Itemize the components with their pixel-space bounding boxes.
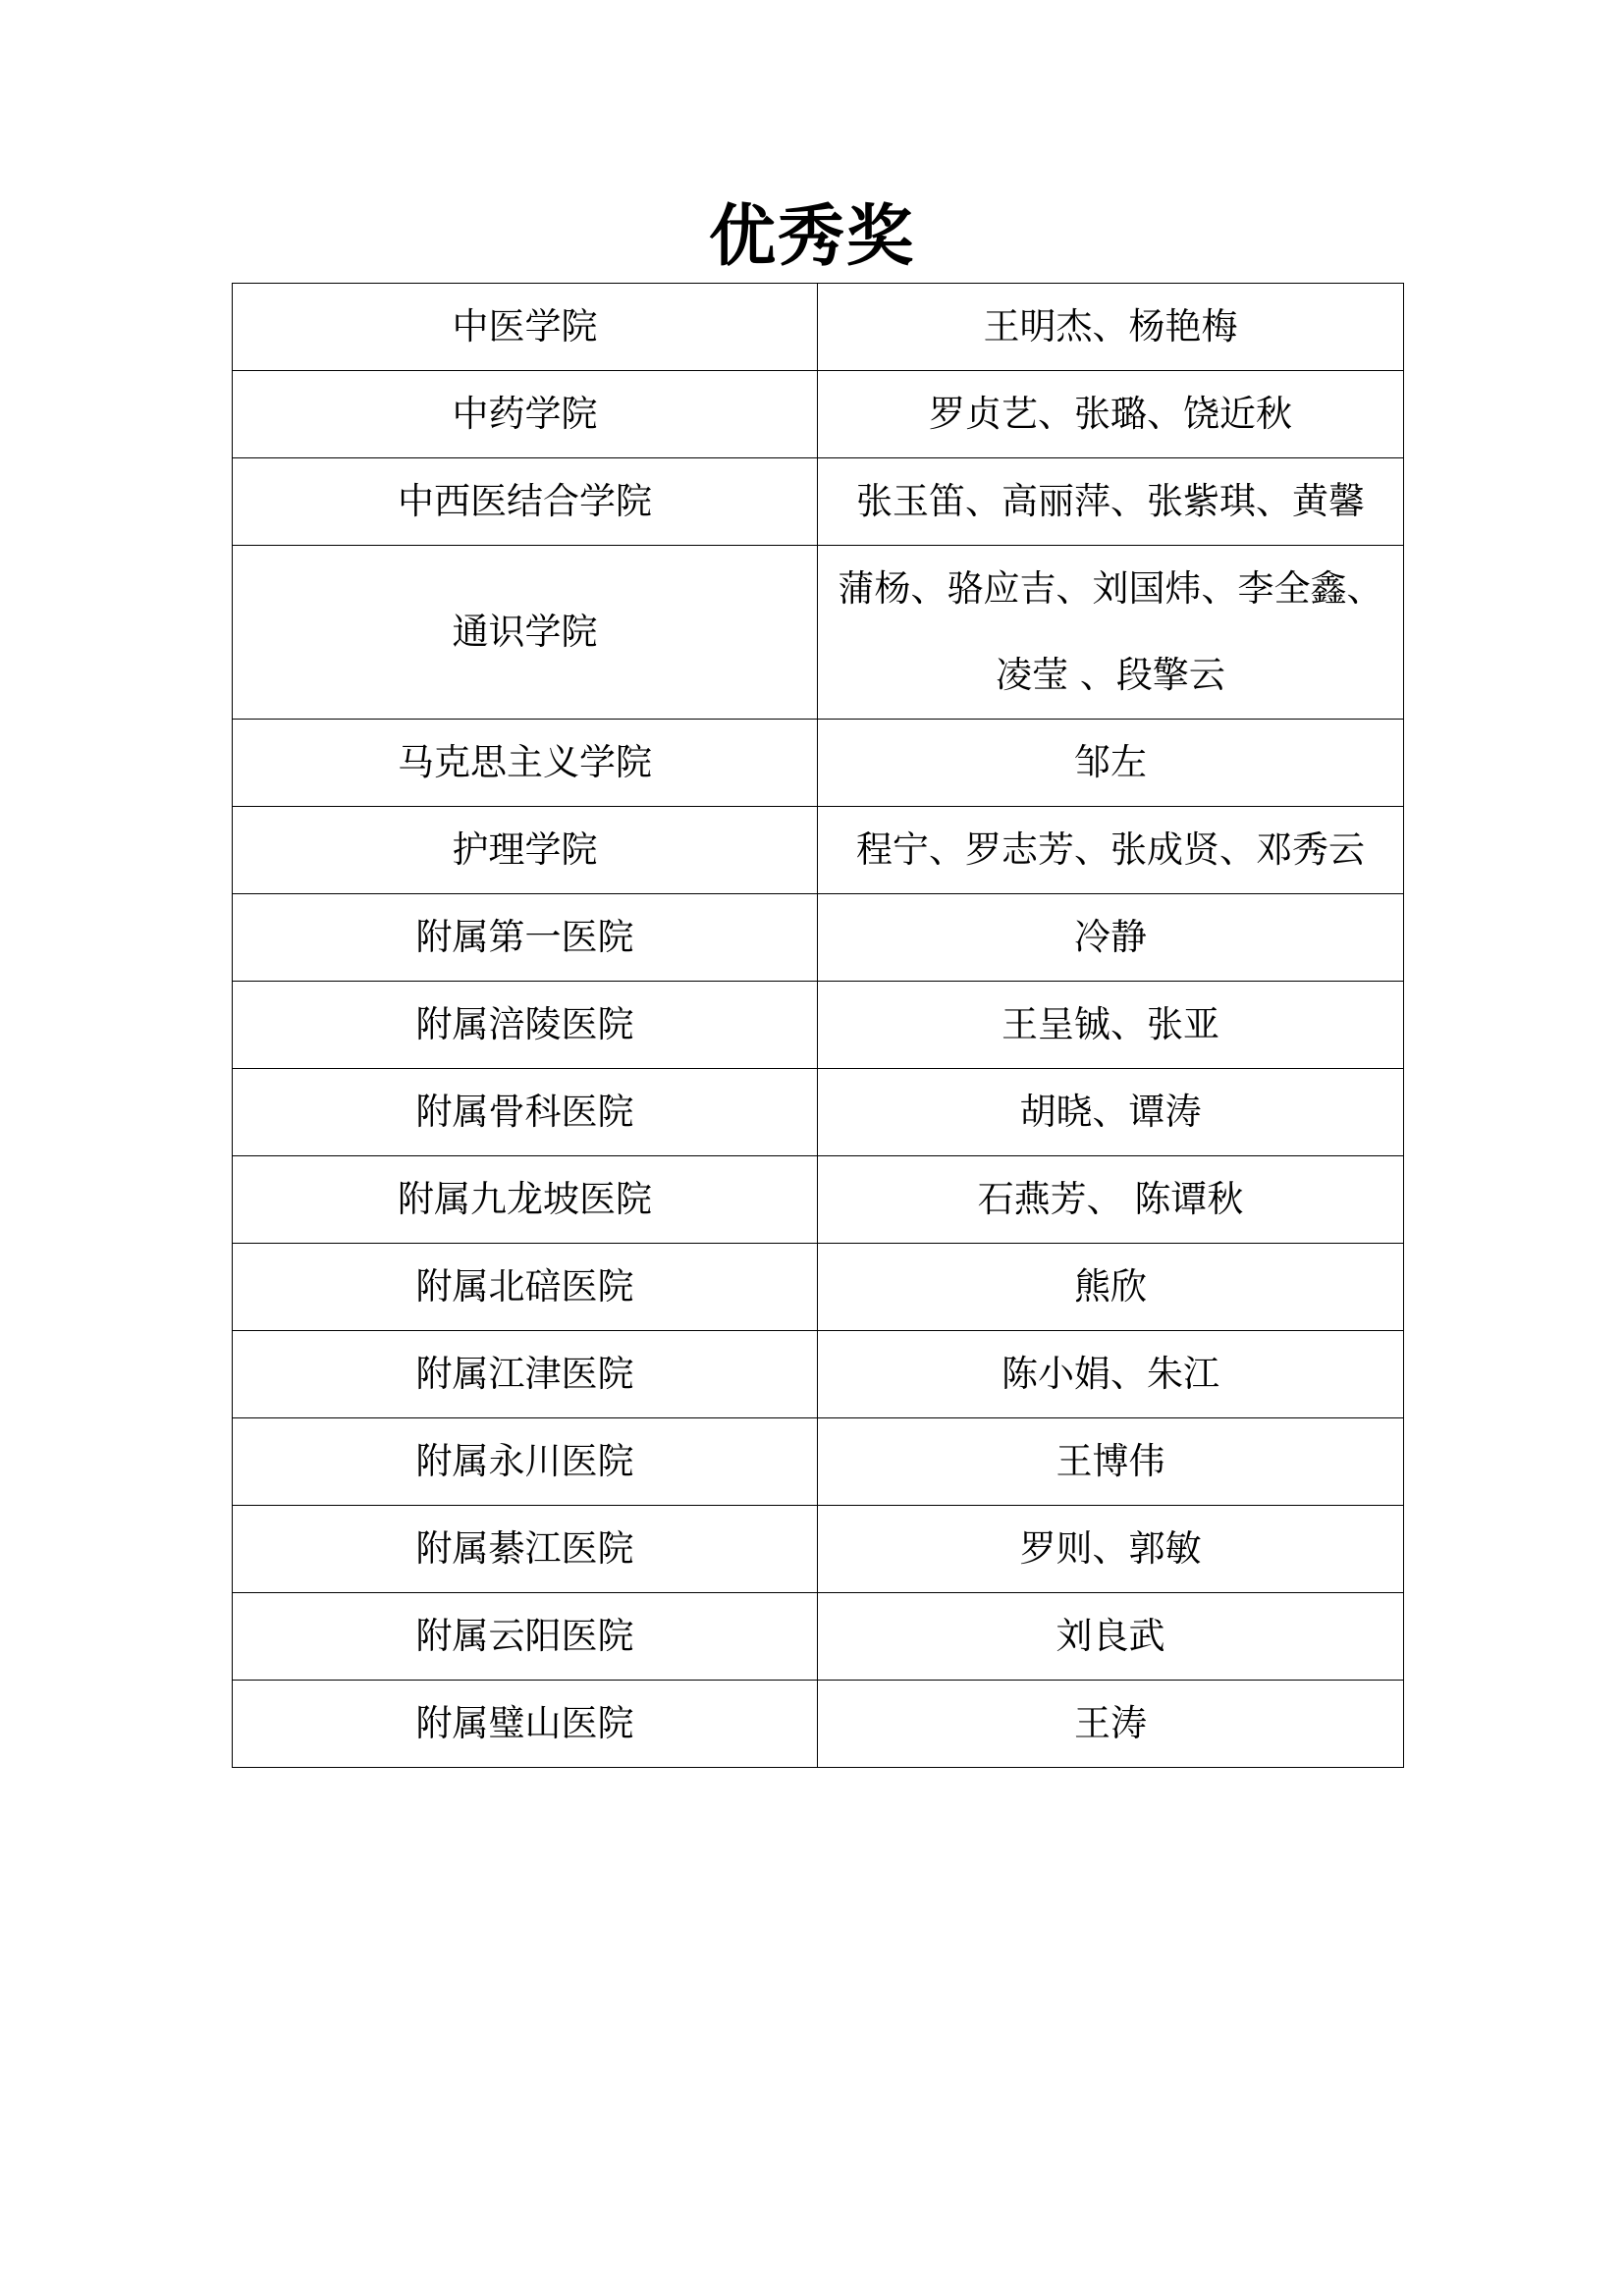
awardee-names-cell: 邹左 bbox=[818, 720, 1404, 807]
awardee-names-cell: 罗则、郭敏 bbox=[818, 1506, 1404, 1593]
college-cell: 附属第一医院 bbox=[233, 894, 818, 982]
table-row bbox=[233, 894, 1404, 982]
table-row bbox=[233, 1156, 1404, 1244]
college-cell: 中西医结合学院 bbox=[233, 458, 818, 546]
awardee-names-cell: 罗贞艺、张璐、饶近秋 bbox=[818, 371, 1404, 458]
table-row bbox=[233, 1418, 1404, 1506]
awardee-names-cell: 蒲杨、骆应吉、刘国炜、李全鑫、凌莹 、段擎云 bbox=[818, 546, 1404, 720]
table-row bbox=[233, 807, 1404, 894]
awardee-names-cell: 石燕芳、 陈谭秋 bbox=[818, 1156, 1404, 1244]
awardee-names-cell: 冷静 bbox=[818, 894, 1404, 982]
college-cell: 通识学院 bbox=[233, 546, 818, 720]
awardee-names-cell: 王涛 bbox=[818, 1681, 1404, 1768]
college-cell: 附属北碚医院 bbox=[233, 1244, 818, 1331]
table-row bbox=[233, 284, 1404, 371]
college-cell: 护理学院 bbox=[233, 807, 818, 894]
table-row bbox=[233, 546, 1404, 720]
college-cell: 附属永川医院 bbox=[233, 1418, 818, 1506]
table-row bbox=[233, 1331, 1404, 1418]
table-row bbox=[233, 1244, 1404, 1331]
college-cell: 附属璧山医院 bbox=[233, 1681, 818, 1768]
college-cell: 附属云阳医院 bbox=[233, 1593, 818, 1681]
awardee-names-cell: 王呈铖、张亚 bbox=[818, 982, 1404, 1069]
page-title: 优秀奖 bbox=[708, 198, 915, 276]
table-row bbox=[233, 1069, 1404, 1156]
college-cell: 附属九龙坡医院 bbox=[233, 1156, 818, 1244]
table-row bbox=[233, 720, 1404, 807]
table-row bbox=[233, 982, 1404, 1069]
awardee-names-cell: 胡晓、谭涛 bbox=[818, 1069, 1404, 1156]
table-row bbox=[233, 1681, 1404, 1768]
awardee-names-cell: 陈小娟、朱江 bbox=[818, 1331, 1404, 1418]
awardee-names-cell: 王明杰、杨艳梅 bbox=[818, 284, 1404, 371]
college-cell: 马克思主义学院 bbox=[233, 720, 818, 807]
college-cell: 附属綦江医院 bbox=[233, 1506, 818, 1593]
awardee-names-cell: 程宁、罗志芳、张成贤、邓秀云 bbox=[818, 807, 1404, 894]
college-cell: 中医学院 bbox=[233, 284, 818, 371]
college-cell: 附属涪陵医院 bbox=[233, 982, 818, 1069]
award-table bbox=[232, 283, 1404, 1768]
college-cell: 附属骨科医院 bbox=[233, 1069, 818, 1156]
award-table-body bbox=[233, 284, 1404, 1768]
awardee-names-cell: 刘良武 bbox=[818, 1593, 1404, 1681]
awardee-names-cell: 王博伟 bbox=[818, 1418, 1404, 1506]
table-row bbox=[233, 458, 1404, 546]
table-row bbox=[233, 371, 1404, 458]
college-cell: 中药学院 bbox=[233, 371, 818, 458]
table-row bbox=[233, 1593, 1404, 1681]
table-row bbox=[233, 1506, 1404, 1593]
awardee-names-cell: 张玉笛、高丽萍、张紫琪、黄馨 bbox=[818, 458, 1404, 546]
awardee-names-cell: 熊欣 bbox=[818, 1244, 1404, 1331]
college-cell: 附属江津医院 bbox=[233, 1331, 818, 1418]
